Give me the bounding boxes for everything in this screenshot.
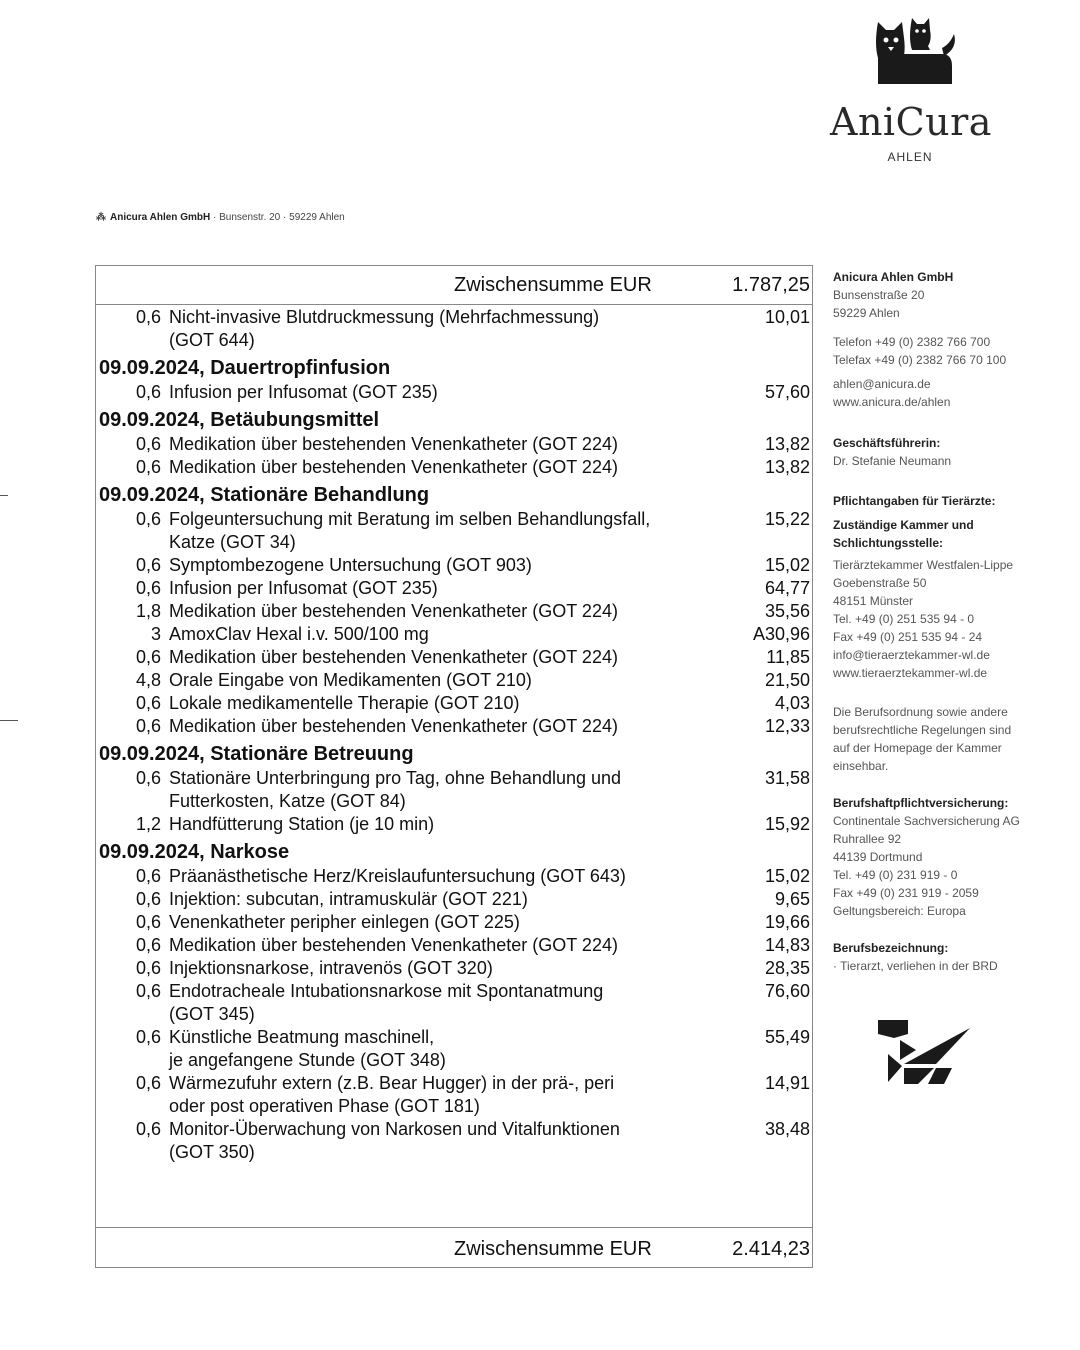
sidebar-insurance bbox=[833, 794, 1053, 920]
line-amount: 64,77 bbox=[764, 578, 810, 598]
subtotal-label: Zwischensumme EUR bbox=[454, 1238, 652, 1260]
line-description: Wärmezufuhr extern (z.B. Bear Hugger) in der prä-, peri bbox=[169, 1073, 615, 1093]
line-amount: A30,96 bbox=[752, 624, 810, 644]
line-amount: 4,03 bbox=[774, 693, 810, 713]
line-description: AmoxClav Hexal i.v. 500/100 mg bbox=[169, 624, 429, 644]
line-description: Medikation über bestehenden Venenkatheter (GOT 224) bbox=[169, 434, 618, 454]
line-amount: 28,35 bbox=[764, 958, 810, 978]
section-heading: 09.09.2024, Stationäre Behandlung bbox=[99, 484, 430, 506]
line-description: Medikation über bestehenden Venenkatheter (GOT 224) bbox=[169, 601, 618, 621]
chamber-fax: Fax +49 (0) 251 535 94 - 24 bbox=[833, 630, 983, 644]
line-amount: 12,33 bbox=[764, 716, 810, 736]
line-quantity: 0,6 bbox=[135, 716, 161, 736]
tangram-dog-icon bbox=[874, 1016, 978, 1088]
line-amount: 9,65 bbox=[774, 889, 810, 909]
line-quantity: 4,8 bbox=[135, 670, 161, 690]
chamber-phone: Tel. +49 (0) 251 535 94 - 0 bbox=[833, 612, 975, 626]
line-amount: 15,02 bbox=[764, 866, 810, 886]
line-description: Infusion per Infusomat (GOT 235) bbox=[169, 578, 438, 598]
small-logo-icon: ⁂ bbox=[96, 212, 106, 223]
insurance-name: Continentale Sachversicherung AG bbox=[833, 814, 1020, 828]
line-description: Medikation über bestehenden Venenkatheter (GOT 224) bbox=[169, 716, 618, 736]
line-amount: 14,83 bbox=[764, 935, 810, 955]
chamber-street: Goebenstraße 50 bbox=[833, 576, 927, 590]
line-amount: 15,92 bbox=[764, 814, 810, 834]
insurance-city: 44139 Dortmund bbox=[833, 850, 923, 864]
line-amount: 76,60 bbox=[764, 981, 810, 1001]
line-amount: 31,58 bbox=[764, 768, 810, 788]
chamber-email: info@tieraerztekammer-wl.de bbox=[833, 648, 990, 662]
section-heading: 09.09.2024, Stationäre Betreuung bbox=[99, 743, 414, 765]
amount-column-divider bbox=[812, 302, 813, 1228]
chamber-name: Tierärztekammer Westfalen-Lippe bbox=[833, 558, 1014, 572]
sidebar-chamber bbox=[833, 516, 1053, 682]
line-quantity: 0,6 bbox=[135, 647, 161, 667]
sender-company: Anicura Ahlen GmbH bbox=[110, 212, 211, 223]
line-amount: 11,85 bbox=[766, 647, 810, 667]
profession-value: · Tierarzt, verliehen in der BRD bbox=[833, 959, 998, 973]
line-description: Lokale medikamentelle Therapie (GOT 210) bbox=[169, 693, 520, 713]
line-amount: 19,66 bbox=[764, 912, 810, 932]
line-quantity: 0,6 bbox=[135, 434, 161, 454]
insurance-scope: Geltungsbereich: Europa bbox=[833, 904, 966, 918]
line-description: Handfütterung Station (je 10 min) bbox=[169, 814, 435, 834]
line-amount: 21,50 bbox=[764, 670, 810, 690]
chamber-city: 48151 Münster bbox=[833, 594, 914, 608]
line-amount: 15,02 bbox=[764, 555, 810, 575]
line-quantity: 1,8 bbox=[135, 601, 161, 621]
sender-address: · Bunsenstr. 20 · 59229 Ahlen bbox=[212, 212, 345, 223]
line-description: Orale Eingabe von Medikamenten (GOT 210) bbox=[169, 670, 532, 690]
line-quantity: 0,6 bbox=[135, 307, 161, 327]
logo-wordmark: AniCura bbox=[830, 100, 992, 144]
line-description: Künstliche Beatmung maschinell, bbox=[169, 1027, 435, 1047]
line-amount: 10,01 bbox=[764, 307, 810, 327]
line-description: Injektion: subcutan, intramuskulär (GOT 221) bbox=[169, 889, 528, 909]
line-quantity: 0,6 bbox=[135, 958, 161, 978]
profession-title: Berufsbezeichnung: bbox=[833, 941, 949, 955]
subtotal-label: Zwischensumme EUR bbox=[454, 274, 652, 296]
company-phone: Telefon +49 (0) 2382 766 700 bbox=[833, 335, 991, 349]
line-description: Medikation über bestehenden Venenkatheter (GOT 224) bbox=[169, 457, 618, 477]
management-title: Geschäftsführerin: bbox=[833, 436, 941, 450]
line-description: (GOT 345) bbox=[169, 1004, 255, 1024]
line-quantity: 0,6 bbox=[135, 509, 161, 529]
line-amount: 13,82 bbox=[764, 457, 810, 477]
line-description: Katze (GOT 34) bbox=[169, 532, 296, 552]
line-quantity: 1,2 bbox=[135, 814, 161, 834]
line-description: Monitor-Überwachung von Narkosen und Vitalfunktionen bbox=[169, 1119, 620, 1139]
cat-dog-logo-icon bbox=[872, 14, 958, 88]
line-description: Folgeuntersuchung mit Beratung im selben Behandlungsfall, bbox=[169, 509, 651, 529]
line-description: (GOT 644) bbox=[169, 330, 255, 350]
subtotal-value: 2.414,23 bbox=[732, 1238, 810, 1260]
line-quantity: 0,6 bbox=[135, 935, 161, 955]
company-street: Bunsenstraße 20 bbox=[833, 288, 925, 302]
line-quantity: 0,6 bbox=[135, 1027, 161, 1047]
line-amount: 13,82 bbox=[764, 434, 810, 454]
line-quantity: 0,6 bbox=[135, 1073, 161, 1093]
line-quantity: 0,6 bbox=[135, 912, 161, 932]
section-heading: 09.09.2024, Betäubungsmittel bbox=[99, 409, 380, 431]
line-quantity: 0,6 bbox=[135, 981, 161, 1001]
insurance-street: Ruhrallee 92 bbox=[833, 832, 902, 846]
chamber-title-1: Zuständige Kammer und bbox=[833, 518, 974, 532]
line-quantity: 0,6 bbox=[135, 578, 161, 598]
rules-line: auf der Homepage der Kammer bbox=[833, 741, 1002, 755]
insurance-phone: Tel. +49 (0) 231 919 - 0 bbox=[833, 868, 958, 882]
line-description: Injektionsnarkose, intravenös (GOT 320) bbox=[169, 958, 493, 978]
company-name: Anicura Ahlen GmbH bbox=[833, 270, 954, 284]
subtotal-row bbox=[96, 1227, 812, 1268]
punch-mark bbox=[0, 720, 18, 721]
line-description: Futterkosten, Katze (GOT 84) bbox=[169, 791, 406, 811]
subtotal-carried-row bbox=[96, 266, 812, 305]
invoice-table bbox=[95, 265, 813, 1268]
line-amount: 15,22 bbox=[764, 509, 810, 529]
rules-line: Die Berufsordnung sowie andere bbox=[833, 705, 1008, 719]
line-amount: 55,49 bbox=[764, 1027, 810, 1047]
line-quantity: 0,6 bbox=[135, 555, 161, 575]
line-description: Stationäre Unterbringung pro Tag, ohne Behandlung und bbox=[169, 768, 622, 788]
line-amount: 14,91 bbox=[764, 1073, 810, 1093]
line-description: Medikation über bestehenden Venenkatheter (GOT 224) bbox=[169, 935, 618, 955]
insurance-fax: Fax +49 (0) 231 919 - 2059 bbox=[833, 886, 979, 900]
rules-line: einsehbar. bbox=[833, 759, 889, 773]
insurance-title: Berufshaftpflichtversicherung: bbox=[833, 796, 1009, 810]
line-description: Präanästhetische Herz/Kreislaufuntersuchung (GOT 643) bbox=[169, 866, 626, 886]
line-description: Venenkatheter peripher einlegen (GOT 225) bbox=[169, 912, 520, 932]
line-quantity: 0,6 bbox=[135, 768, 161, 788]
logo-city: AHLEN bbox=[887, 150, 933, 164]
line-description: oder post operativen Phase (GOT 181) bbox=[169, 1096, 480, 1116]
line-description: Symptombezogene Untersuchung (GOT 903) bbox=[169, 555, 532, 575]
section-heading: 09.09.2024, Dauertropfinfusion bbox=[99, 357, 391, 379]
duties-title: Pflichtangaben für Tierärzte: bbox=[833, 494, 996, 508]
chamber-title-2: Schlichtungsstelle: bbox=[833, 536, 944, 550]
section-heading: 09.09.2024, Narkose bbox=[99, 841, 290, 863]
line-amount: 57,60 bbox=[764, 382, 810, 402]
chamber-web: www.tieraerztekammer-wl.de bbox=[833, 666, 988, 680]
rules-line: berufsrechtliche Regelungen sind bbox=[833, 723, 1012, 737]
sidebar-company bbox=[833, 268, 1053, 322]
company-fax: Telefax +49 (0) 2382 766 70 100 bbox=[833, 353, 1007, 367]
line-quantity: 0,6 bbox=[135, 457, 161, 477]
sidebar-contact bbox=[833, 333, 1053, 369]
company-city: 59229 Ahlen bbox=[833, 306, 900, 320]
line-quantity: 0,6 bbox=[135, 382, 161, 402]
company-web: www.anicura.de/ahlen bbox=[833, 395, 951, 409]
line-amount: 35,56 bbox=[764, 601, 810, 621]
line-quantity: 0,6 bbox=[135, 1119, 161, 1139]
line-description: Infusion per Infusomat (GOT 235) bbox=[169, 382, 438, 402]
subtotal-carried-value: 1.787,25 bbox=[732, 274, 810, 296]
sidebar-online bbox=[833, 375, 1053, 411]
line-description: je angefangene Stunde (GOT 348) bbox=[169, 1050, 446, 1070]
line-quantity: 3 bbox=[150, 624, 161, 644]
line-quantity: 0,6 bbox=[135, 693, 161, 713]
fold-mark bbox=[0, 495, 8, 496]
line-description: Nicht-invasive Blutdruckmessung (Mehrfachmessung) bbox=[169, 307, 600, 327]
company-email: ahlen@anicura.de bbox=[833, 377, 931, 391]
line-description: (GOT 350) bbox=[169, 1142, 255, 1162]
sidebar-profession bbox=[833, 939, 1053, 975]
line-description: Endotracheale Intubationsnarkose mit Spontanatmung bbox=[169, 981, 604, 1001]
sidebar-rules bbox=[833, 703, 1053, 775]
line-description: Medikation über bestehenden Venenkatheter (GOT 224) bbox=[169, 647, 618, 667]
sidebar-management bbox=[833, 434, 1053, 470]
line-quantity: 0,6 bbox=[135, 889, 161, 909]
line-quantity: 0,6 bbox=[135, 866, 161, 886]
sidebar-duties bbox=[833, 492, 1053, 510]
management-name: Dr. Stefanie Neumann bbox=[833, 454, 952, 468]
sender-line bbox=[96, 212, 345, 223]
anicura-logo bbox=[830, 14, 992, 164]
line-amount: 38,48 bbox=[764, 1119, 810, 1139]
